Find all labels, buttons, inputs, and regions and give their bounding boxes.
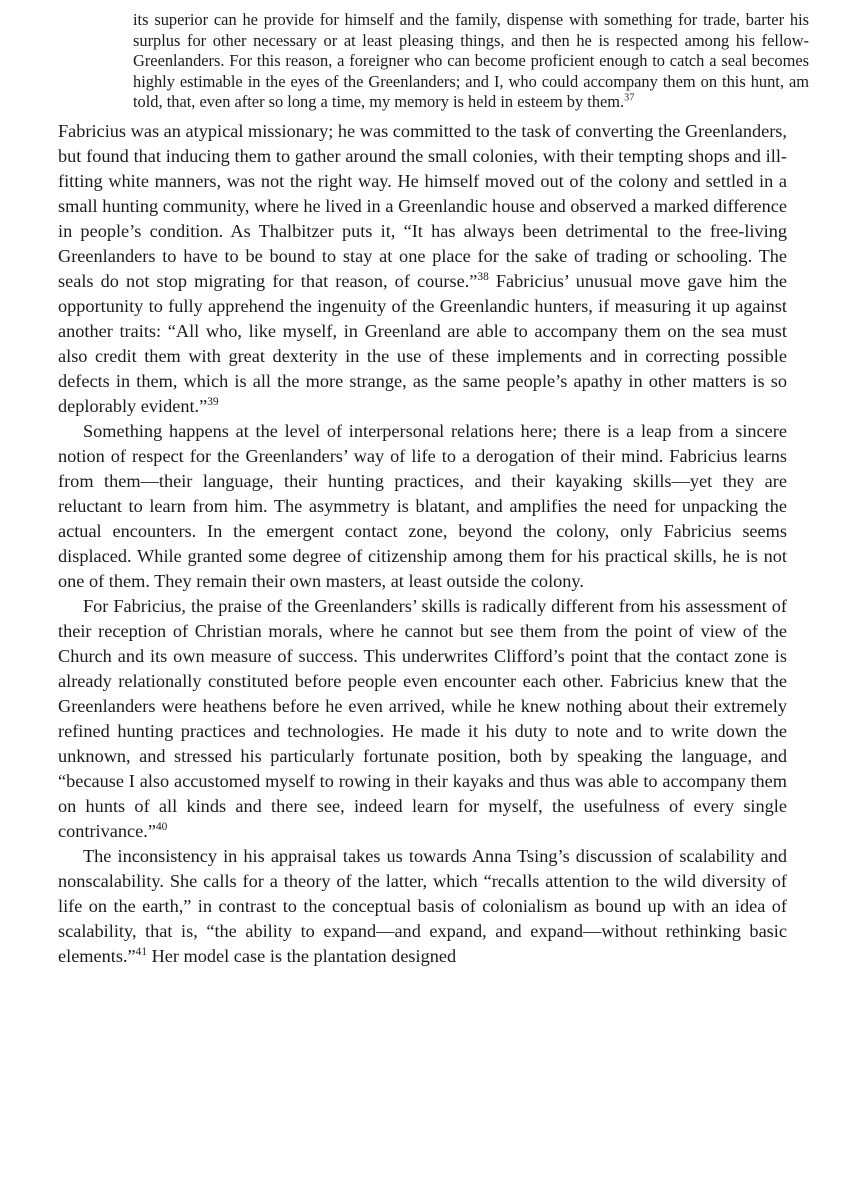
- paragraph-4: [58, 844, 787, 969]
- paragraph-3: [58, 594, 787, 844]
- footnote-ref-40: 40: [155, 820, 168, 833]
- paragraph-2-text: Something happens at the level of interpersonal relations here; there is a leap from a sincere notion of respect for the Greenlanders’ way of life to a derogation of their mind. Fabricius learns from them—their language, their hunting practices, and their kayaking skills—yet they are reluctant to learn from him. The asymmetry is blatant, and amplifies the need for unpacking the actual encounters. In the emergent contact zone, beyond the colony, only Fabricius seems displaced. While granted some degree of citizenship among them for his practical skills, he is not one of them. They remain their own masters, at least outside the colony.: [58, 420, 787, 591]
- footnote-ref-37: 37: [624, 92, 635, 104]
- paragraph-4-text: The inconsistency in his appraisal takes us towards Anna Tsing’s discussion of scalability and nonscalability. She calls for a theory of the latter, which “recalls attention to the wild diversity of life on the earth,” in contrast to the conceptual basis of colonialism as bound up with an idea of scalability, that is, “the ability to expand—and expand, and expand—without rethinking basic elements.”: [58, 845, 787, 966]
- paragraph-2: [58, 419, 787, 594]
- paragraph-1-text-b: Fabricius’ unusual move gave him the opportunity to fully apprehend the ingenuity of the Greenlandic hunters, if measuring it up against another traits: “All who, like myself, in Greenland are able to accompany them on the sea must also credit them with great dexterity in the use of these implements and in correcting possible defects in them, which is all the more strange, as the same people’s apathy in other matters is so deplorably evident.”: [58, 270, 787, 416]
- footnote-ref-38: 38: [477, 270, 489, 283]
- paragraph-3-text: For Fabricius, the praise of the Greenlanders’ skills is radically different from his assessment of their reception of Christian morals, where he cannot but see them from the point of view of the Church and its own measure of success. This underwrites Clifford’s point that the contact zone is already relationally constituted before people even encounter each other. Fabricius knew that the Greenlanders were heathens before he even arrived, while he knew nothing about their extremely refined hunting practices and technologies. He made it his duty to note and to write down the unknown, and stressed his particularly fortunate position, both by speaking the language, and “because I also accustomed myself to rowing in their kayaks and thus was able to accompany them on hunts of all kinds and there see, indeed learn for myself, the usefulness of every single contrivance.”: [58, 595, 787, 841]
- footnote-ref-41: 41: [135, 945, 147, 958]
- footnote-ref-39: 39: [207, 395, 219, 408]
- block-quotation-text: its superior can he provide for himself and the family, dispense with something for trade, barter his surplus for other necessary or at least pleasing things, and then he is respected among his fellow-Greenlanders. For this reason, a foreigner who can become proficient enough to catch a seal becomes highly estimable in the eyes of the Greenlanders; and I, who could accompany them on this hunt, am told, that, even after so long a time, my memory is held in esteem by them.: [133, 10, 809, 112]
- paragraph-4-text-after: Her model case is the plantation designed: [147, 945, 457, 966]
- paragraph-1-text-a: Fabricius was an atypical missionary; he was committed to the task of converting the Greenlanders, but found that inducing them to gather around the small colonies, with their tempting shops and ill-fitting white manners, was not the right way. He himself moved out of the colony and settled in a small hunting community, where he lived in a Greenlandic house and observed a marked difference in people’s condition. As Thalbitzer puts it, “It has always been detrimental to the free-living Greenlanders to have to be bound to stay at one place for the sake of trading or schooling. The seals do not stop migrating for that reason, of course.”: [58, 120, 787, 291]
- block-quotation: [133, 10, 809, 113]
- paragraph-1: [58, 119, 787, 419]
